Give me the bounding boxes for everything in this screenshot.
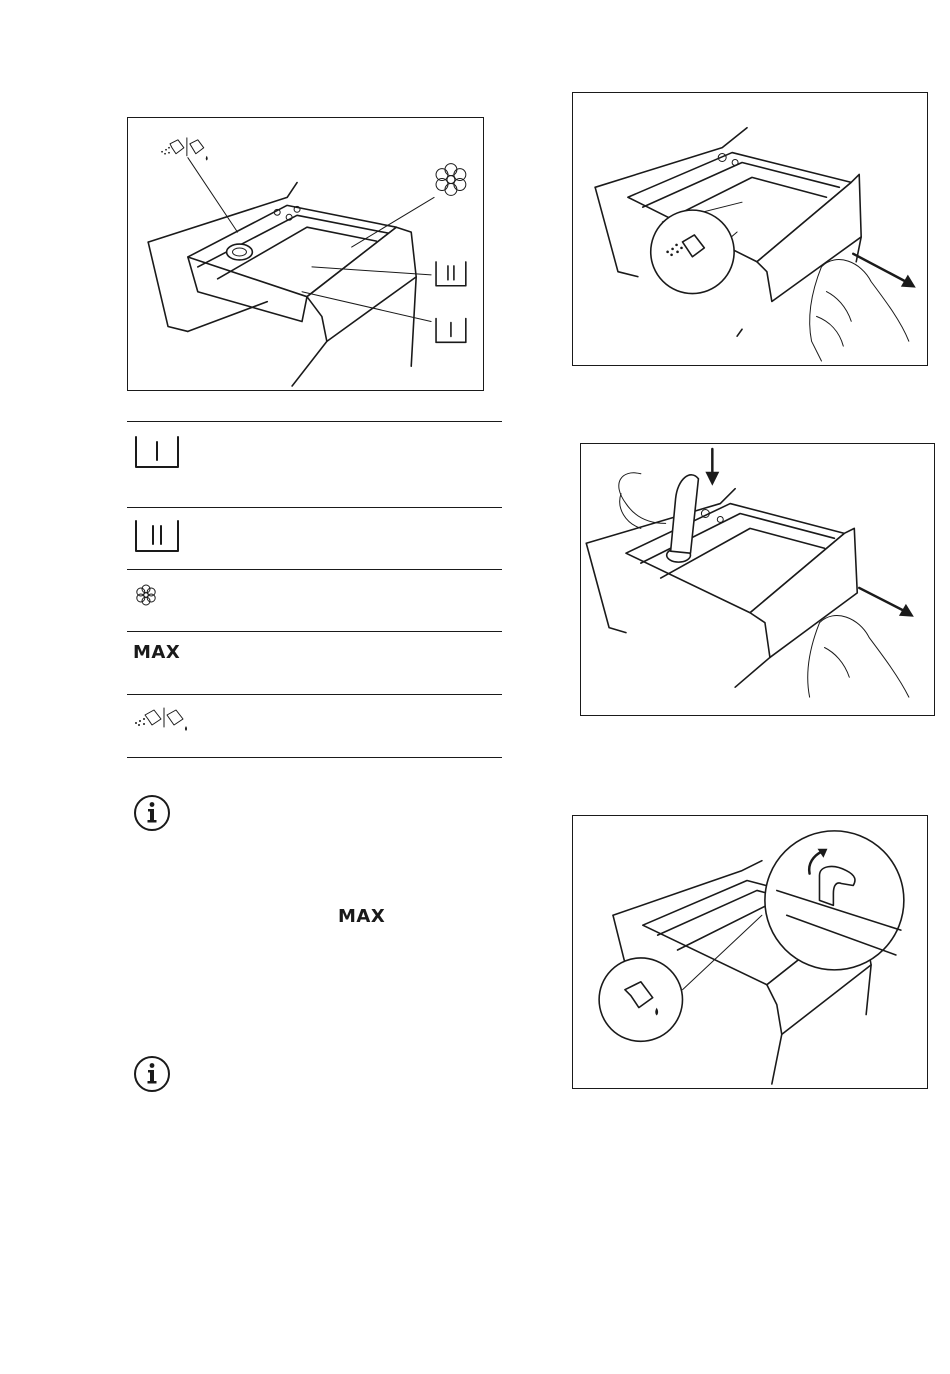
liquid-detergent-flap-figure	[572, 815, 928, 1089]
legend-row-compartment-i	[127, 421, 502, 507]
powder-liquid-detergent-icon	[133, 703, 193, 737]
compartment-i-icon	[436, 319, 466, 343]
flower-icon	[436, 164, 466, 196]
press-down-arrow-icon	[705, 449, 719, 486]
dispenser-drawing	[128, 118, 483, 390]
pull-arrow-icon	[859, 588, 914, 617]
info-icon	[133, 794, 171, 832]
legend-row-compartment-ii	[127, 507, 502, 569]
powder-liquid-detergent-icon	[161, 138, 208, 161]
info-icon	[133, 1055, 171, 1093]
legend-row-flower	[127, 569, 502, 631]
compartment-ii-icon	[436, 262, 466, 286]
max-label: MAX	[133, 642, 181, 663]
pull-out-dispenser-figure	[572, 92, 928, 366]
note-max-label: MAX	[338, 906, 386, 927]
compartment-ii-icon	[133, 518, 181, 558]
legend-row-powder-liquid	[127, 694, 502, 758]
compartment-i-icon	[133, 434, 181, 474]
legend-row-max	[127, 631, 502, 694]
dispenser-figure	[127, 117, 484, 391]
pull-arrow-icon	[853, 254, 916, 288]
flower-icon	[133, 582, 159, 612]
press-lever-remove-figure	[580, 443, 935, 716]
